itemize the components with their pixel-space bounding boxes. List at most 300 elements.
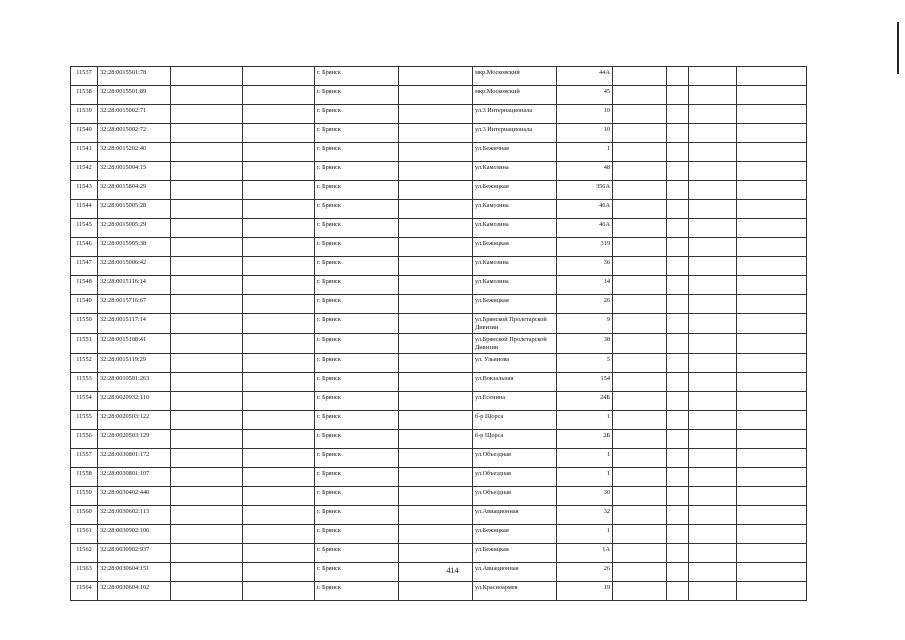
- empty-cell: [667, 86, 689, 105]
- house-number-cell: 36: [557, 257, 613, 276]
- house-number-cell: 319: [557, 238, 613, 257]
- empty-cell: [171, 257, 243, 276]
- empty-cell: [171, 276, 243, 295]
- table-row: [71, 143, 807, 162]
- table-row: [71, 162, 807, 181]
- row-number-cell: 11538: [71, 86, 98, 105]
- empty-cell: [171, 544, 243, 563]
- street-cell: ул.Камозина: [473, 219, 557, 238]
- empty-cell: [689, 544, 737, 563]
- empty-cell: [243, 314, 315, 334]
- empty-cell: [399, 582, 473, 601]
- empty-cell: [613, 295, 667, 314]
- empty-cell: [613, 257, 667, 276]
- empty-cell: [243, 86, 315, 105]
- row-number-cell: 11542: [71, 162, 98, 181]
- table-row: [71, 525, 807, 544]
- empty-cell: [613, 162, 667, 181]
- empty-cell: [667, 162, 689, 181]
- street-cell: ул.Бежичная: [473, 143, 557, 162]
- empty-cell: [399, 257, 473, 276]
- empty-cell: [171, 238, 243, 257]
- street-cell: ул.Брянской Пролетарской Дивизии: [473, 314, 557, 334]
- row-number-cell: 11554: [71, 392, 98, 411]
- empty-cell: [243, 449, 315, 468]
- house-number-cell: 1: [557, 449, 613, 468]
- empty-cell: [243, 544, 315, 563]
- row-number-cell: 11548: [71, 276, 98, 295]
- cadastral-number-cell: 32:28:0030604:151: [98, 563, 171, 582]
- table-row: [71, 219, 807, 238]
- table-row: [71, 411, 807, 430]
- city-cell: г. Брянск: [315, 468, 399, 487]
- city-cell: г. Брянск: [315, 276, 399, 295]
- row-number-cell: 11564: [71, 582, 98, 601]
- table-row: [71, 487, 807, 506]
- empty-cell: [613, 354, 667, 373]
- cadastral-number-cell: 32:28:0010501:263: [98, 373, 171, 392]
- city-cell: г. Брянск: [315, 143, 399, 162]
- cadastral-number-cell: 32:28:0020503:122: [98, 411, 171, 430]
- empty-cell: [171, 430, 243, 449]
- house-number-cell: 46А: [557, 200, 613, 219]
- empty-cell: [399, 430, 473, 449]
- empty-cell: [737, 334, 807, 354]
- cadastral-number-cell: 32:28:0015002:72: [98, 124, 171, 143]
- empty-cell: [737, 354, 807, 373]
- cadastral-number-cell: 32:28:0015117:14: [98, 314, 171, 334]
- city-cell: г. Брянск: [315, 354, 399, 373]
- empty-cell: [171, 295, 243, 314]
- cadastral-number-cell: 32:28:0015119:29: [98, 354, 171, 373]
- empty-cell: [667, 257, 689, 276]
- empty-cell: [613, 67, 667, 86]
- street-cell: ул. Ульянова: [473, 354, 557, 373]
- cadastral-number-cell: 32:28:0030402:440: [98, 487, 171, 506]
- cadastral-number-cell: 32:28:0015116:14: [98, 276, 171, 295]
- cadastral-number-cell: 32:28:0015202:40: [98, 143, 171, 162]
- empty-cell: [399, 487, 473, 506]
- empty-cell: [613, 544, 667, 563]
- row-number-cell: 11540: [71, 124, 98, 143]
- city-cell: г. Брянск: [315, 295, 399, 314]
- empty-cell: [399, 105, 473, 124]
- empty-cell: [737, 105, 807, 124]
- table-row: [71, 124, 807, 143]
- empty-cell: [171, 314, 243, 334]
- empty-cell: [613, 373, 667, 392]
- empty-cell: [737, 430, 807, 449]
- empty-cell: [689, 295, 737, 314]
- empty-cell: [243, 582, 315, 601]
- empty-cell: [399, 295, 473, 314]
- empty-cell: [243, 124, 315, 143]
- row-number-cell: 11551: [71, 334, 98, 354]
- empty-cell: [243, 373, 315, 392]
- empty-cell: [171, 392, 243, 411]
- empty-cell: [737, 200, 807, 219]
- house-number-cell: 1: [557, 411, 613, 430]
- empty-cell: [399, 124, 473, 143]
- house-number-cell: 14: [557, 276, 613, 295]
- empty-cell: [689, 582, 737, 601]
- empty-cell: [399, 219, 473, 238]
- city-cell: г. Брянск: [315, 487, 399, 506]
- street-cell: ул.Бежицкая: [473, 295, 557, 314]
- empty-cell: [667, 506, 689, 525]
- cadastral-number-cell: 32:28:0015004:15: [98, 162, 171, 181]
- cadastral-number-cell: 32:28:0015501:89: [98, 86, 171, 105]
- empty-cell: [689, 468, 737, 487]
- table-row: [71, 276, 807, 295]
- empty-cell: [613, 200, 667, 219]
- empty-cell: [737, 506, 807, 525]
- empty-cell: [399, 506, 473, 525]
- empty-cell: [689, 334, 737, 354]
- city-cell: г. Брянск: [315, 582, 399, 601]
- street-cell: ул.Бежицкая: [473, 544, 557, 563]
- empty-cell: [667, 276, 689, 295]
- street-cell: ул.Брянской Пролетарской Дивизии: [473, 334, 557, 354]
- house-number-cell: 44А: [557, 67, 613, 86]
- empty-cell: [667, 487, 689, 506]
- city-cell: г. Брянск: [315, 86, 399, 105]
- table-row: [71, 392, 807, 411]
- empty-cell: [399, 392, 473, 411]
- table-row: [71, 105, 807, 124]
- street-cell: мкр.Московский: [473, 67, 557, 86]
- empty-cell: [667, 449, 689, 468]
- street-cell: ул.Вокзальная: [473, 373, 557, 392]
- empty-cell: [171, 354, 243, 373]
- empty-cell: [737, 373, 807, 392]
- cadastral-number-cell: 32:28:0015108:41: [98, 334, 171, 354]
- empty-cell: [171, 487, 243, 506]
- cadastral-number-cell: 32:28:0030801:107: [98, 468, 171, 487]
- empty-cell: [689, 430, 737, 449]
- empty-cell: [171, 86, 243, 105]
- empty-cell: [171, 468, 243, 487]
- street-cell: ул.Объездная: [473, 468, 557, 487]
- row-number-cell: 11539: [71, 105, 98, 124]
- row-number-cell: 11541: [71, 143, 98, 162]
- empty-cell: [399, 544, 473, 563]
- city-cell: г. Брянск: [315, 563, 399, 582]
- empty-cell: [667, 295, 689, 314]
- empty-cell: [399, 525, 473, 544]
- empty-cell: [689, 276, 737, 295]
- city-cell: г. Брянск: [315, 430, 399, 449]
- table-row: [71, 449, 807, 468]
- empty-cell: [737, 67, 807, 86]
- row-number-cell: 11563: [71, 563, 98, 582]
- city-cell: г. Брянск: [315, 449, 399, 468]
- city-cell: г. Брянск: [315, 105, 399, 124]
- empty-cell: [667, 392, 689, 411]
- empty-cell: [689, 487, 737, 506]
- empty-cell: [613, 314, 667, 334]
- empty-cell: [613, 468, 667, 487]
- street-cell: ул.3 Интернационала: [473, 124, 557, 143]
- empty-cell: [737, 314, 807, 334]
- empty-cell: [171, 67, 243, 86]
- street-cell: ул.Бежицкая: [473, 525, 557, 544]
- empty-cell: [399, 276, 473, 295]
- empty-cell: [689, 411, 737, 430]
- street-cell: б-р Щорса: [473, 411, 557, 430]
- table-row: [71, 67, 807, 86]
- empty-cell: [171, 124, 243, 143]
- street-cell: ул.Камозина: [473, 257, 557, 276]
- empty-cell: [613, 334, 667, 354]
- empty-cell: [243, 238, 315, 257]
- empty-cell: [171, 582, 243, 601]
- empty-cell: [171, 525, 243, 544]
- empty-cell: [399, 354, 473, 373]
- empty-cell: [243, 487, 315, 506]
- empty-cell: [399, 200, 473, 219]
- empty-cell: [399, 314, 473, 334]
- empty-cell: [171, 105, 243, 124]
- empty-cell: [689, 354, 737, 373]
- empty-cell: [399, 143, 473, 162]
- city-cell: г. Брянск: [315, 219, 399, 238]
- empty-cell: [613, 430, 667, 449]
- empty-cell: [667, 525, 689, 544]
- empty-cell: [243, 276, 315, 295]
- cadastral-number-cell: 32:28:0015005:28: [98, 200, 171, 219]
- empty-cell: [243, 181, 315, 200]
- empty-cell: [613, 86, 667, 105]
- empty-cell: [613, 392, 667, 411]
- empty-cell: [667, 67, 689, 86]
- house-number-cell: 154: [557, 373, 613, 392]
- empty-cell: [243, 354, 315, 373]
- row-number-cell: 11547: [71, 257, 98, 276]
- table-row: [71, 468, 807, 487]
- street-cell: ул.Красноармея: [473, 582, 557, 601]
- empty-cell: [171, 373, 243, 392]
- house-number-cell: 46А: [557, 219, 613, 238]
- empty-cell: [737, 181, 807, 200]
- house-number-cell: 48: [557, 162, 613, 181]
- house-number-cell: 1: [557, 143, 613, 162]
- empty-cell: [613, 487, 667, 506]
- empty-cell: [613, 582, 667, 601]
- empty-cell: [243, 392, 315, 411]
- cadastral-number-cell: 32:28:0015005:29: [98, 219, 171, 238]
- house-number-cell: 26: [557, 295, 613, 314]
- empty-cell: [689, 105, 737, 124]
- row-number-cell: 11543: [71, 181, 98, 200]
- empty-cell: [689, 67, 737, 86]
- city-cell: г. Брянск: [315, 392, 399, 411]
- city-cell: г. Брянск: [315, 544, 399, 563]
- house-number-cell: 1А: [557, 544, 613, 563]
- cadastral-number-cell: 32:28:0030902:106: [98, 525, 171, 544]
- row-number-cell: 11558: [71, 468, 98, 487]
- empty-cell: [613, 525, 667, 544]
- cadastral-number-cell: 32:28:0015006:42: [98, 257, 171, 276]
- empty-cell: [399, 238, 473, 257]
- empty-cell: [243, 257, 315, 276]
- street-cell: ул.3 Интернационала: [473, 105, 557, 124]
- empty-cell: [689, 143, 737, 162]
- table-row: [71, 354, 807, 373]
- empty-cell: [613, 143, 667, 162]
- row-number-cell: 11555: [71, 411, 98, 430]
- row-number-cell: 11561: [71, 525, 98, 544]
- street-cell: б-р Щорса: [473, 430, 557, 449]
- house-number-cell: 1: [557, 525, 613, 544]
- row-number-cell: 11549: [71, 295, 98, 314]
- empty-cell: [667, 430, 689, 449]
- street-cell: ул.Авиационная: [473, 506, 557, 525]
- empty-cell: [171, 143, 243, 162]
- empty-cell: [171, 411, 243, 430]
- cadastral-number-cell: 32:28:0015905:38: [98, 238, 171, 257]
- street-cell: ул.Камозина: [473, 162, 557, 181]
- street-cell: мкр.Московский: [473, 86, 557, 105]
- empty-cell: [689, 373, 737, 392]
- empty-cell: [613, 238, 667, 257]
- table-row: [71, 200, 807, 219]
- empty-cell: [689, 162, 737, 181]
- empty-cell: [737, 411, 807, 430]
- empty-cell: [689, 257, 737, 276]
- empty-cell: [737, 124, 807, 143]
- empty-cell: [689, 238, 737, 257]
- empty-cell: [171, 200, 243, 219]
- cadastral-number-cell: 32:28:0030801:172: [98, 449, 171, 468]
- street-cell: ул.Объездная: [473, 487, 557, 506]
- page-number: 414: [446, 566, 459, 575]
- empty-cell: [667, 314, 689, 334]
- table-row: [71, 430, 807, 449]
- empty-cell: [613, 411, 667, 430]
- street-cell: ул.Бежицкая: [473, 238, 557, 257]
- empty-cell: [667, 200, 689, 219]
- empty-cell: [399, 181, 473, 200]
- empty-cell: [613, 506, 667, 525]
- empty-cell: [737, 525, 807, 544]
- empty-cell: [667, 238, 689, 257]
- city-cell: г. Брянск: [315, 200, 399, 219]
- city-cell: г. Брянск: [315, 373, 399, 392]
- property-register-table: [70, 66, 807, 601]
- cadastral-number-cell: 32:28:0030604:102: [98, 582, 171, 601]
- empty-cell: [667, 468, 689, 487]
- empty-cell: [667, 411, 689, 430]
- row-number-cell: 11559: [71, 487, 98, 506]
- street-cell: ул.Камозина: [473, 276, 557, 295]
- empty-cell: [171, 506, 243, 525]
- empty-cell: [689, 449, 737, 468]
- empty-cell: [243, 411, 315, 430]
- row-number-cell: 11560: [71, 506, 98, 525]
- empty-cell: [243, 143, 315, 162]
- empty-cell: [689, 200, 737, 219]
- row-number-cell: 11557: [71, 449, 98, 468]
- empty-cell: [667, 354, 689, 373]
- cadastral-number-cell: 32:28:0015002:71: [98, 105, 171, 124]
- cadastral-number-cell: 32:28:0020932:110: [98, 392, 171, 411]
- empty-cell: [243, 334, 315, 354]
- empty-cell: [689, 86, 737, 105]
- empty-cell: [737, 582, 807, 601]
- empty-cell: [171, 334, 243, 354]
- empty-cell: [399, 162, 473, 181]
- house-number-cell: 26: [557, 563, 613, 582]
- street-cell: ул.Объездная: [473, 449, 557, 468]
- empty-cell: [399, 86, 473, 105]
- street-cell: ул.Есенина: [473, 392, 557, 411]
- empty-cell: [667, 143, 689, 162]
- empty-cell: [689, 314, 737, 334]
- table-row: [71, 181, 807, 200]
- city-cell: г. Брянск: [315, 506, 399, 525]
- empty-cell: [171, 449, 243, 468]
- empty-cell: [737, 143, 807, 162]
- empty-cell: [689, 219, 737, 238]
- table-row: [71, 238, 807, 257]
- row-number-cell: 11553: [71, 373, 98, 392]
- empty-cell: [243, 525, 315, 544]
- empty-cell: [689, 525, 737, 544]
- city-cell: г. Брянск: [315, 525, 399, 544]
- row-number-cell: 11562: [71, 544, 98, 563]
- row-number-cell: 11544: [71, 200, 98, 219]
- empty-cell: [243, 468, 315, 487]
- table-row: [71, 314, 807, 334]
- empty-cell: [667, 582, 689, 601]
- page-edge-line: [897, 22, 899, 74]
- row-number-cell: 11545: [71, 219, 98, 238]
- empty-cell: [243, 506, 315, 525]
- cadastral-number-cell: 32:28:0030902:937: [98, 544, 171, 563]
- empty-cell: [737, 449, 807, 468]
- empty-cell: [243, 200, 315, 219]
- house-number-cell: 30: [557, 487, 613, 506]
- table-row: [71, 506, 807, 525]
- house-number-cell: 32: [557, 506, 613, 525]
- house-number-cell: 24Б: [557, 392, 613, 411]
- cadastral-number-cell: 32:28:0015804:29: [98, 181, 171, 200]
- empty-cell: [613, 276, 667, 295]
- empty-cell: [737, 468, 807, 487]
- empty-cell: [171, 219, 243, 238]
- empty-cell: [689, 392, 737, 411]
- house-number-cell: 5: [557, 354, 613, 373]
- row-number-cell: 11537: [71, 67, 98, 86]
- street-cell: ул.Камозина: [473, 200, 557, 219]
- empty-cell: [243, 67, 315, 86]
- house-number-cell: 356А: [557, 181, 613, 200]
- city-cell: г. Брянск: [315, 411, 399, 430]
- empty-cell: [243, 430, 315, 449]
- city-cell: г. Брянск: [315, 334, 399, 354]
- city-cell: г. Брянск: [315, 257, 399, 276]
- empty-cell: [737, 162, 807, 181]
- street-cell: ул.Авиационная: [473, 563, 557, 582]
- house-number-cell: 1: [557, 468, 613, 487]
- city-cell: г. Брянск: [315, 238, 399, 257]
- house-number-cell: 2Б: [557, 430, 613, 449]
- empty-cell: [689, 181, 737, 200]
- empty-cell: [737, 544, 807, 563]
- house-number-cell: 9: [557, 314, 613, 334]
- empty-cell: [243, 295, 315, 314]
